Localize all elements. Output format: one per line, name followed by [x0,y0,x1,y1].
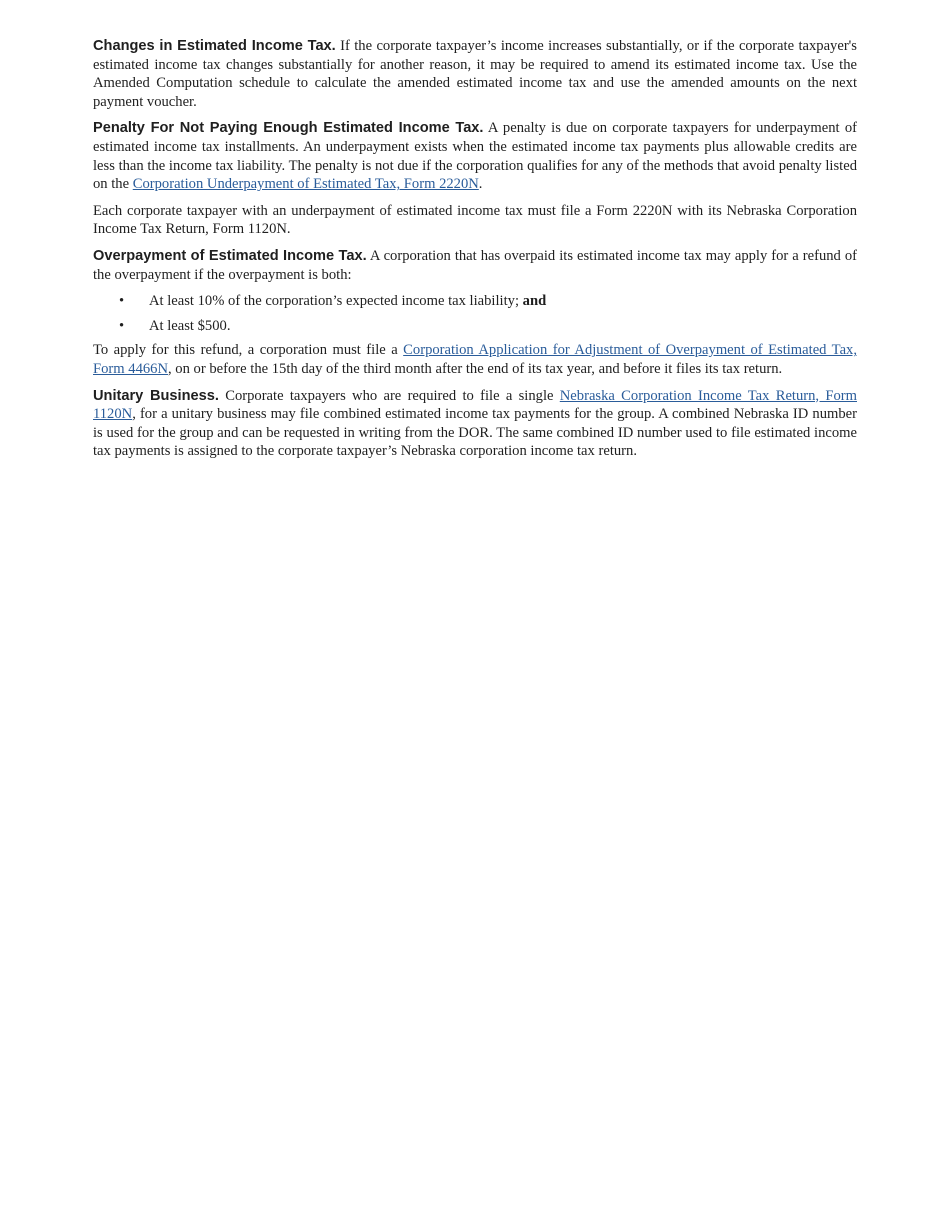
changes-paragraph [93,37,857,111]
form-1120n-link[interactable]: Nebraska Corporation Income Tax Return, Form 1120N [93,387,857,423]
apply-text-end: , on or before the 15th day of the third month after the end of its tax year, and before it files its tax return. [168,360,783,377]
list-item-text: At least 10% of the corporation’s expected income tax liability; [149,293,523,310]
form-4466n-link[interactable]: Corporation Application for Adjustment of Overpayment of Estimated Tax, Form 4466N [93,342,857,377]
penalty-heading: Penalty For Not Paying Enough Estimated Income Tax. [93,120,484,137]
unitary-text-end: , for a unitary business may file combined estimated income tax payments for the group. A combined Nebraska ID number is used for the group and can be requested in writing from the DOR. The same combined ID number used to file estimated income tax payments is assigned to the corporate taxpayer’s Nebraska corporation income tax return. [93,406,857,460]
penalty-text-end: . [478,176,483,193]
list-item [93,292,857,311]
list-item [93,317,857,336]
changes-heading: Changes in Estimated Income Tax. [93,38,336,54]
overpayment-criteria-list [93,292,857,335]
list-item-bold: and [522,293,547,310]
overpayment-text: A corporation that has overpaid its estimated income tax may apply for a refund of the overpayment if the overpayment is both: [93,247,857,283]
each-paragraph: Each corporate taxpayer with an underpayment of estimated income tax must file a Form 2220N with its Nebraska Corporation Income Tax Return, Form 1120N. [93,202,857,238]
apply-paragraph [93,341,857,378]
bullet-icon: • [119,317,125,334]
penalty-paragraph [93,119,857,193]
bullet-icon: • [119,293,125,310]
unitary-paragraph [93,387,857,461]
apply-text: To apply for this refund, a corporation must file a [93,342,404,359]
overpayment-paragraph [93,247,857,284]
overpayment-heading: Overpayment of Estimated Income Tax. [93,247,367,264]
form-2220n-link[interactable]: Corporation Underpayment of Estimated Tax, Form 2220N [132,176,479,193]
penalty-text: A penalty is due on corporate taxpayers for underpayment of estimated income tax installments. An underpayment exists when the estimated income tax payments plus allowable credits are less than the income tax liability. The penalty is not due if the corporation qualifies for any of the methods that avoid penalty listed on the [93,120,857,193]
list-item-text: At least $500. [149,317,231,334]
unitary-text: Corporate taxpayers who are required to file a single [218,387,560,404]
changes-text: If the corporate taxpayer’s income increases substantially, or if the corporate taxpayer's estimated income tax changes substantially for another reason, it may be required to amend its estimated income tax. Use the Amended Computation schedule to calculate the amended estimated income tax and use the amended amounts on the next payment voucher. [93,38,857,110]
document-page [93,37,857,469]
unitary-heading: Unitary Business. [93,387,219,404]
